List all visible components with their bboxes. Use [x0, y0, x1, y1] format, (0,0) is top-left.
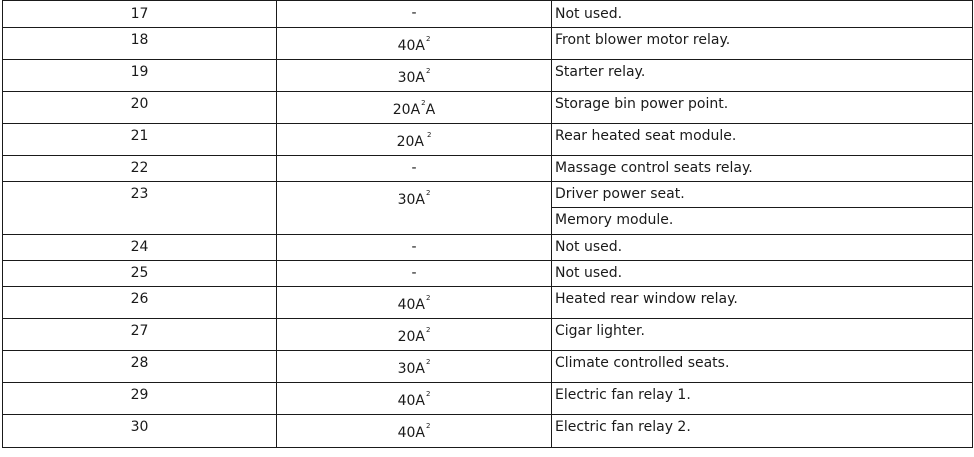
- fuse-number: 30: [130, 419, 149, 435]
- fuse-rating: $20A^2A$: [392, 99, 436, 118]
- fuse-number: 21: [130, 128, 149, 144]
- fuse-rating-cell: [277, 156, 552, 182]
- fuse-rating-cell: [277, 92, 552, 124]
- fuse-table-body: [3, 1, 973, 448]
- fuse-rating-cell: [277, 319, 552, 351]
- table-row: [3, 261, 973, 287]
- fuse-number-cell: [3, 92, 277, 124]
- fuse-number: 23: [130, 186, 149, 202]
- table-row: [3, 60, 973, 92]
- fuse-number: 17: [130, 6, 149, 22]
- footnote-marker: 2: [425, 390, 431, 398]
- fuse-rating: -: [411, 160, 417, 176]
- fuse-rating-cell: [277, 287, 552, 319]
- table-row: [3, 287, 973, 319]
- fuse-number-cell: [3, 60, 277, 92]
- fuse-number: 27: [130, 323, 149, 339]
- footnote-marker: 2: [425, 35, 431, 43]
- table-row: [3, 415, 973, 448]
- fuse-rating: $30A^2$: [397, 67, 431, 86]
- table-row: [3, 351, 973, 383]
- fuse-number: 22: [130, 160, 149, 176]
- fuse-number-cell: [3, 182, 277, 235]
- fuse-rating: -: [411, 265, 417, 281]
- footnote-marker: 2: [425, 294, 431, 302]
- table-row: [3, 124, 973, 156]
- footnote-marker: 2: [425, 422, 431, 430]
- circuit-description: Starter relay.: [555, 64, 646, 80]
- fuse-rating-cell: [277, 235, 552, 261]
- circuit-description: Rear heated seat module.: [555, 128, 737, 144]
- fuse-table: [2, 0, 973, 448]
- table-row: [3, 182, 973, 208]
- circuit-cell: [552, 319, 973, 351]
- table-row: [3, 383, 973, 415]
- circuit-description: Storage bin power point.: [555, 96, 729, 112]
- fuse-number: 25: [130, 265, 149, 281]
- fuse-rating: $40A^2$: [397, 390, 431, 409]
- fuse-rating: $30A^2$: [397, 189, 431, 208]
- fuse-rating-cell: [277, 182, 552, 235]
- circuit-cell: [552, 182, 973, 208]
- footnote-marker: 2: [425, 326, 431, 334]
- table-row: [3, 319, 973, 351]
- circuit-description: Not used.: [555, 6, 623, 22]
- circuit-description: Driver power seat.: [555, 186, 685, 202]
- circuit-cell: [552, 261, 973, 287]
- circuit-description: Cigar lighter.: [555, 323, 645, 339]
- table-row: [3, 235, 973, 261]
- circuit-cell: [552, 1, 973, 28]
- fuse-number: 20: [130, 96, 149, 112]
- fuse-rating-cell: [277, 415, 552, 448]
- fuse-rating: $20A^2$: [397, 326, 431, 345]
- circuit-cell: [552, 287, 973, 319]
- circuit-description: Not used.: [555, 265, 623, 281]
- fuse-number: 28: [130, 355, 149, 371]
- fuse-rating: -: [411, 239, 417, 255]
- fuse-rating: $40A^2$: [397, 422, 431, 441]
- fuse-number: 29: [130, 387, 149, 403]
- circuit-description: Massage control seats relay.: [555, 160, 753, 176]
- fuse-number: 18: [130, 32, 149, 48]
- circuit-cell: [552, 415, 973, 448]
- footnote-marker: 2: [425, 189, 431, 197]
- circuit-cell: [552, 156, 973, 182]
- fuse-rating-cell: [277, 28, 552, 60]
- table-row: [3, 1, 973, 28]
- footnote-marker: 2: [426, 131, 432, 139]
- circuit-description: Climate controlled seats.: [555, 355, 730, 371]
- fuse-number: 19: [130, 64, 149, 80]
- table-row: [3, 28, 973, 60]
- fuse-number-cell: [3, 1, 277, 28]
- circuit-description: Front blower motor relay.: [555, 32, 731, 48]
- fuse-number-cell: [3, 351, 277, 383]
- circuit-cell: [552, 351, 973, 383]
- fuse-number-cell: [3, 319, 277, 351]
- fuse-rating: $40A^2$: [397, 35, 431, 54]
- fuse-number-cell: [3, 415, 277, 448]
- circuit-cell: [552, 383, 973, 415]
- circuit-description: Heated rear window relay.: [555, 291, 738, 307]
- fuse-number-cell: [3, 156, 277, 182]
- fuse-rating: $40A^2$: [397, 294, 431, 313]
- fuse-rating-cell: [277, 1, 552, 28]
- circuit-description: Not used.: [555, 239, 623, 255]
- circuit-cell: [552, 124, 973, 156]
- footnote-marker: 2: [425, 358, 431, 366]
- fuse-rating-cell: [277, 124, 552, 156]
- circuit-cell: [552, 92, 973, 124]
- fuse-rating-cell: [277, 351, 552, 383]
- footnote-marker: 2: [421, 99, 426, 107]
- fuse-rating: $30A^2$: [397, 358, 431, 377]
- fuse-rating-cell: [277, 261, 552, 287]
- fuse-number-cell: [3, 124, 277, 156]
- circuit-description: Memory module.: [555, 212, 674, 228]
- fuse-number-cell: [3, 261, 277, 287]
- fuse-number: 26: [130, 291, 149, 307]
- fuse-rating: -: [411, 5, 417, 21]
- circuit-description: Electric fan relay 1.: [555, 387, 691, 403]
- circuit-description: Electric fan relay 2.: [555, 419, 691, 435]
- fuse-number-cell: [3, 287, 277, 319]
- fuse-number-cell: [3, 383, 277, 415]
- fuse-number-cell: [3, 235, 277, 261]
- circuit-cell: [552, 235, 973, 261]
- fuse-number-cell: [3, 28, 277, 60]
- fuse-number: 24: [130, 239, 149, 255]
- fuse-rating-cell: [277, 60, 552, 92]
- footnote-marker: 2: [425, 67, 431, 75]
- circuit-cell: [552, 60, 973, 92]
- fuse-rating: 20A $^2$: [396, 131, 432, 150]
- fuse-rating-cell: [277, 383, 552, 415]
- circuit-cell: [552, 208, 973, 235]
- table-row: [3, 92, 973, 124]
- table-row: [3, 156, 973, 182]
- circuit-cell: [552, 28, 973, 60]
